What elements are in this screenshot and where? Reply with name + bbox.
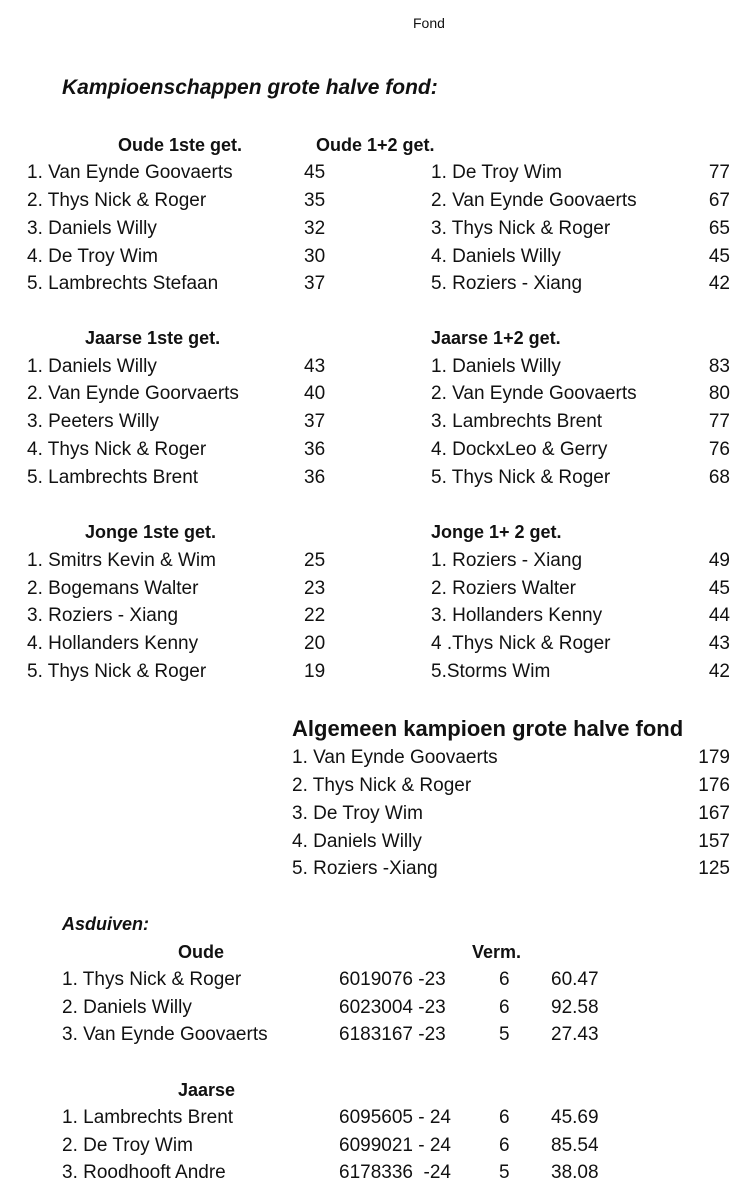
page-header: Fond [413,15,445,31]
list-item-points: 19 [304,661,326,682]
list-item-verm: 6 [499,1135,510,1156]
list-item-name: 5.Storms Wim [431,661,551,682]
asduiven-oude-title: Oude [178,942,225,962]
list-item-name: 1. Roziers - Xiang [431,550,583,571]
list-item-points: 77 [708,411,730,432]
list-item-coef: 45.69 [551,1107,599,1128]
list-item-name: 2. Bogemans Walter [27,578,199,599]
list-item-points: 23 [304,578,326,599]
list-item-name: 4. Daniels Willy [292,831,422,852]
list-item-points: 43 [304,356,326,377]
section-title-jonge-1ste: Jonge 1ste get. [85,522,217,542]
list-item-points: 37 [304,273,326,294]
list-item-name: 3. Daniels Willy [27,218,157,239]
list-item-points: 179 [698,747,730,768]
list-item-name: 3. Hollanders Kenny [431,605,603,626]
list-item-name: 5. Thys Nick & Roger [27,661,207,682]
section-title-oude-1-2: Oude 1+2 get. [316,135,435,155]
list-item-name: 1. Lambrechts Brent [62,1107,234,1128]
list-item-verm: 5 [499,1024,510,1045]
list-item-name: 3. Roziers - Xiang [27,605,179,626]
list-item-points: 44 [708,605,730,626]
list-item-coef: 85.54 [551,1135,599,1156]
list-item-verm: 5 [499,1162,510,1183]
list-item-points: 157 [698,831,730,852]
list-item-name: 3. Lambrechts Brent [431,411,603,432]
list-item-points: 30 [304,246,326,267]
list-item-ring: 6095605 - 24 [339,1107,451,1128]
list-item-name: 2. Thys Nick & Roger [292,775,472,796]
list-item-name: 4. De Troy Wim [27,246,158,267]
asduiven-title: Asduiven: [62,914,150,934]
list-item-name: 4. DockxLeo & Gerry [431,439,608,460]
list-item-name: 3. Roodhooft Andre [62,1162,226,1183]
list-item-points: 167 [698,803,730,824]
list-item-coef: 92.58 [551,997,599,1018]
list-item-points: 42 [708,661,730,682]
list-item-coef: 60.47 [551,969,599,990]
list-item-ring: 6099021 - 24 [339,1135,451,1156]
asduiven-jaarse-title: Jaarse [178,1080,236,1100]
list-item-points: 49 [708,550,730,571]
list-item-points: 43 [708,633,730,654]
section-title-jaarse-1ste: Jaarse 1ste get. [85,328,221,348]
list-item-points: 45 [708,246,730,267]
list-item-name: 2. Roziers Walter [431,578,576,599]
list-item-ring: 6178336 -24 [339,1162,451,1183]
list-item-coef: 27.43 [551,1024,599,1045]
verm-header: Verm. [472,942,522,962]
list-item-name: 3. Peeters Willy [27,411,159,432]
list-item-ring: 6019076 -23 [339,969,446,990]
list-item-name: 4. Hollanders Kenny [27,633,199,654]
list-item-name: 1. Van Eynde Goovaerts [292,747,498,768]
list-item-points: 35 [304,190,326,211]
list-item-name: 2. Daniels Willy [62,997,192,1018]
list-item-points: 42 [708,273,730,294]
section-title-jonge-1-2: Jonge 1+ 2 get. [431,522,562,542]
list-item-verm: 6 [499,969,510,990]
list-item-points: 83 [708,356,730,377]
list-item-points: 37 [304,411,326,432]
list-item-points: 68 [708,467,730,488]
list-item-ring: 6023004 -23 [339,997,446,1018]
list-item-name: 5. Thys Nick & Roger [431,467,611,488]
list-item-name: 5. Roziers -Xiang [292,858,438,879]
list-item-points: 176 [698,775,730,796]
list-item-name: 2. Thys Nick & Roger [27,190,207,211]
page-title: Kampioenschappen grote halve fond: [62,76,438,99]
list-item-name: 1. De Troy Wim [431,162,562,183]
list-item-name: 2. Van Eynde Goorvaerts [27,383,239,404]
list-item-name: 4 .Thys Nick & Roger [431,633,611,654]
list-item-name: 1. Van Eynde Goovaerts [27,162,233,183]
list-item-name: 1. Thys Nick & Roger [62,969,242,990]
section-title-jaarse-1-2: Jaarse 1+2 get. [431,328,561,348]
list-item-points: 65 [708,218,730,239]
list-item-points: 80 [708,383,730,404]
list-item-name: 5. Lambrechts Stefaan [27,273,219,294]
algemeen-title: Algemeen kampioen grote halve fond [292,716,684,741]
list-item-ring: 6183167 -23 [339,1024,446,1045]
list-item-name: 2. Van Eynde Goovaerts [431,383,637,404]
list-item-name: 5. Lambrechts Brent [27,467,199,488]
list-item-points: 77 [708,162,730,183]
list-item-name: 1. Smitrs Kevin & Wim [27,550,216,571]
list-item-coef: 38.08 [551,1162,599,1183]
list-item-name: 4. Thys Nick & Roger [27,439,207,460]
list-item-name: 3. Thys Nick & Roger [431,218,611,239]
list-item-name: 3. Van Eynde Goovaerts [62,1024,268,1045]
list-item-points: 22 [304,605,326,626]
list-item-points: 67 [708,190,730,211]
list-item-points: 45 [304,162,326,183]
list-item-verm: 6 [499,997,510,1018]
list-item-points: 32 [304,218,326,239]
list-item-points: 45 [708,578,730,599]
list-item-name: 5. Roziers - Xiang [431,273,583,294]
list-item-name: 2. De Troy Wim [62,1135,193,1156]
list-item-points: 40 [304,383,326,404]
list-item-points: 36 [304,439,326,460]
list-item-points: 76 [708,439,730,460]
list-item-name: 1. Daniels Willy [27,356,157,377]
list-item-points: 25 [304,550,326,571]
list-item-points: 125 [698,858,730,879]
list-item-name: 2. Van Eynde Goovaerts [431,190,637,211]
list-item-points: 36 [304,467,326,488]
list-item-verm: 6 [499,1107,510,1128]
list-item-name: 3. De Troy Wim [292,803,423,824]
list-item-name: 4. Daniels Willy [431,246,561,267]
list-item-points: 20 [304,633,326,654]
list-item-name: 1. Daniels Willy [431,356,561,377]
section-title-oude-1ste: Oude 1ste get. [118,135,243,155]
